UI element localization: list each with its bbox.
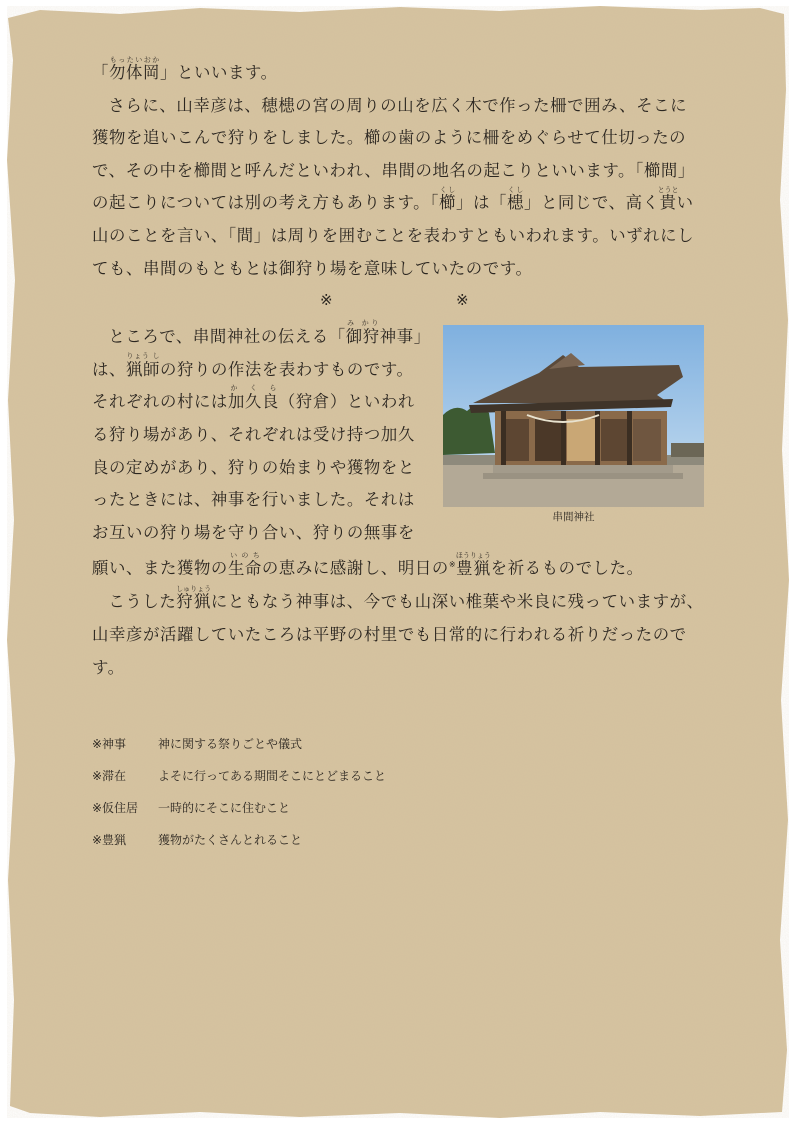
paragraph-shuryou-shinji: こうした狩猟しゅりょうにともなう神事は、今でも山深い椎葉や米良に残っていますが、山幸彦が活躍していたころは平野の村里でも日常的に行われる祈りだったのです。 bbox=[92, 585, 704, 677]
kushima-shrine-photo bbox=[443, 325, 704, 507]
ruby-toto: 貴とうと bbox=[657, 186, 679, 213]
ruby-mikari: 御狩み かり bbox=[345, 319, 380, 347]
footnote-desc: 神に関する祭りごとや儀式 bbox=[158, 737, 303, 751]
text-span: さらに、山幸彦は、 bbox=[108, 95, 262, 115]
ruby-shuryou: 狩猟しゅりょう bbox=[176, 585, 212, 612]
ruby-kushi-1: 櫛くし bbox=[438, 186, 456, 213]
footnote-desc: 獲物がたくさんとれること bbox=[158, 833, 303, 847]
footnote-row bbox=[92, 728, 692, 760]
ruby-mottaioka: 勿体岡もったいおか bbox=[109, 56, 160, 82]
ruby-inochi: 生命いのち bbox=[227, 551, 262, 578]
article-body bbox=[92, 56, 704, 684]
photo-caption: 串間神社 bbox=[552, 511, 595, 524]
ruby-kakura: 加久良か く ら bbox=[227, 384, 279, 412]
footnote-row bbox=[92, 792, 692, 824]
ruby-ryoushi: 猟師りょう し bbox=[125, 351, 160, 379]
footnote-term: ※神事 bbox=[92, 737, 127, 751]
paragraph-mikari-shinji: ところで、串間神社の伝える「御狩み かり神事」は、猟師りょう しの狩りの作法を表わすものです。それぞれの村には加久良か く ら（狩倉）といわれる狩り場があり、それぞれは受け持つ加久良の定めがあり、狩りの始まりや獲物をとったときには、神事を行いました。それはお互いの狩り場を守り合い、狩りの無事を願い、また獲物の生命いのちの恵みに感謝し、明日の※豊猟ほうりょうを祈るものでした。 bbox=[92, 319, 644, 578]
footnote-desc: 一時的にそこに住むこと bbox=[158, 801, 291, 815]
footnote-term: ※滞在 bbox=[92, 769, 127, 783]
divider-mark: ※ bbox=[456, 291, 469, 310]
footnote-desc: よそに行ってある期間そこにとどまること bbox=[158, 769, 387, 783]
footnote-mark: ※ bbox=[448, 560, 457, 570]
line-mottaioka: 「勿体岡もったいおか」といいます。 bbox=[92, 56, 278, 82]
ruby-kushi-2: 槵くし bbox=[506, 186, 524, 213]
shrine-section bbox=[92, 319, 704, 585]
footnote-row bbox=[92, 760, 692, 792]
footnote-row bbox=[92, 824, 692, 856]
footnote-term: ※仮住居 bbox=[92, 801, 139, 815]
footnotes bbox=[92, 728, 692, 856]
ruby-houryou: 豊猟ほうりょう bbox=[455, 551, 491, 578]
section-divider-marks bbox=[92, 285, 704, 319]
divider-mark: ※ bbox=[320, 291, 333, 310]
ruby-text: もったいおか bbox=[109, 56, 160, 64]
shrine-photo-block bbox=[443, 325, 704, 524]
paragraph-yamasachihiko-kushima: さらに、山幸彦は、穂槵の宮の周りの山を広く木で作った柵で囲み、そこに獲物を追いこんで狩りをしました。櫛の歯のように柵をめぐらせて仕切ったので、その中を櫛間と呼んだといわれ、串間の地名の起こりといいます。「櫛間」の起こりについては別の考え方もあります。「櫛くし」は「槵くし」と同じで、高く貴とうとい山のことを言い、「間」は周りを囲むことを表わすともいわれます。いずれにしても、串間のもともとは御狩り場を意味していたのです。 bbox=[92, 95, 695, 278]
footnote-term: ※豊猟 bbox=[92, 833, 127, 847]
